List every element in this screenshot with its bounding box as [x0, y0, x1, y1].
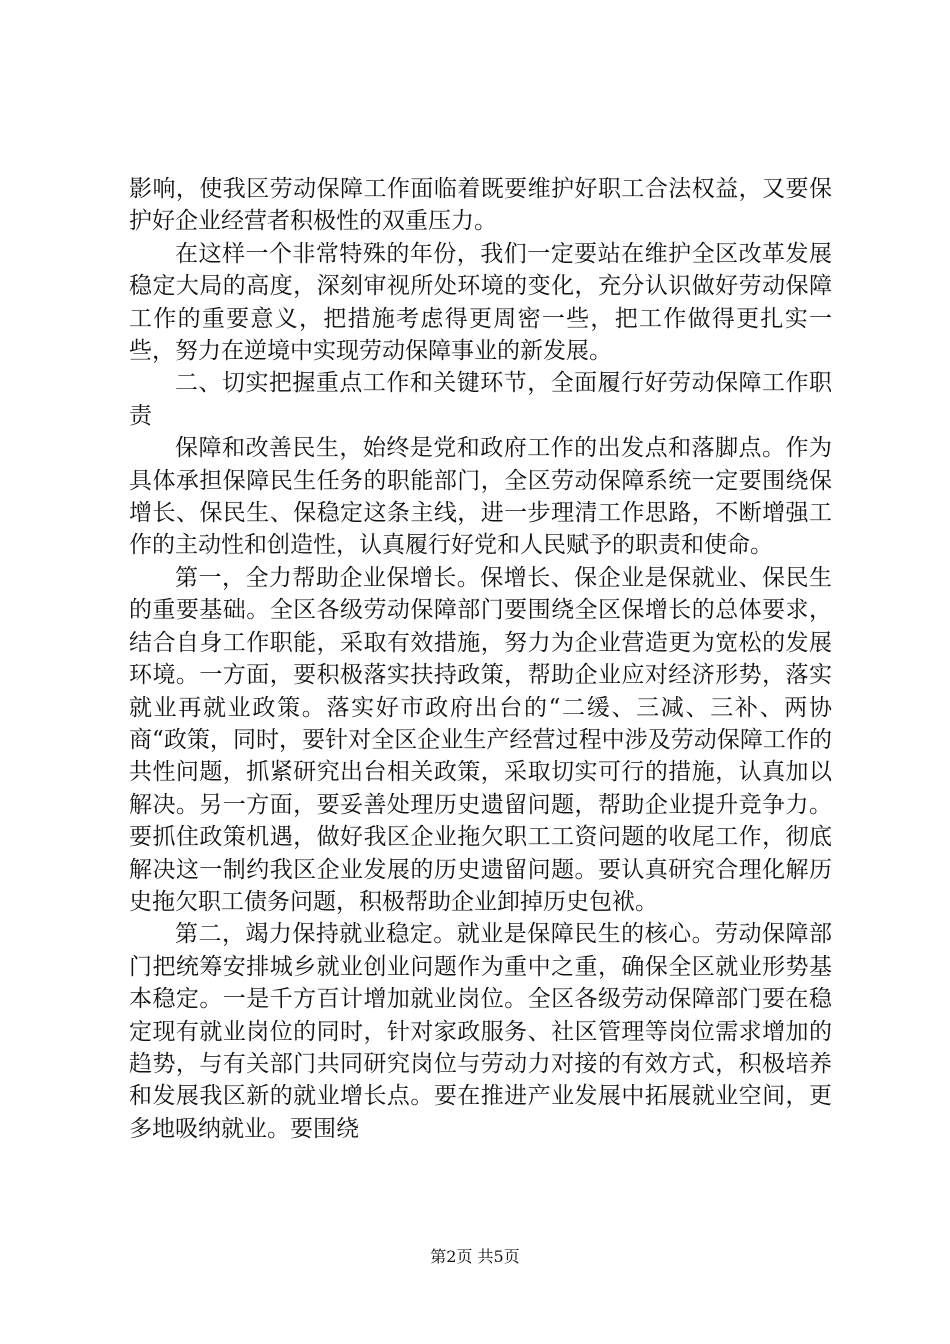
- page-number-footer: 第2页 共5页: [430, 1247, 520, 1266]
- paragraph-3: 保障和改善民生，始终是党和政府工作的出发点和落脚点。作为具体承担保障民生任务的职能部门，全区劳动保障系统一定要围绕保增长、保民生、保稳定这条主线，进一步理清工作思路，不断增强工作的主动性和创造性，认真履行好党和人民赋予的职责和使命。: [129, 435, 832, 559]
- paragraph-4: 第一，全力帮助企业保增长。保增长、保企业是保就业、保民生的重要基础。全区各级劳动保障部门要围绕全区保增长的总体要求，结合自身工作职能，采取有效措施，努力为企业营造更为宽松的发展环境。一方面，要积极落实扶持政策，帮助企业应对经济形势，落实就业再就业政策。落实好市政府出台的“二缓、三减、三补、两协商“政策，同时，要针对全区企业生产经营过程中涉及劳动保障工作的共性问题，抓紧研究出台相关政策，采取切实可行的措施，认真加以解决。另一方面，要妥善处理历史遗留问题，帮助企业提升竞争力。要抓住政策机遇，做好我区企业拖欠职工工资问题的收尾工作，彻底解决这一制约我区企业发展的历史遗留问题。要认真研究合理化解历史拖欠职工债务问题，积极帮助企业卸掉历史包袱。: [129, 564, 832, 915]
- paragraph-5: 第二，竭力保持就业稳定。就业是保障民生的核心。劳动保障部门把统筹安排城乡就业创业问题作为重中之重，确保全区就业形势基本稳定。一是千方百计增加就业岗位。全区各级劳动保障部门要在稳定现有就业岗位的同时，针对家政服务、社区管理等岗位需求增加的趋势，与有关部门共同研究岗位与劳动力对接的有效方式，积极培养和发展我区新的就业增长点。要在推进产业发展中拓展就业空间，更多地吸纳就业。要围绕: [129, 921, 832, 1142]
- section-heading: 二、切实把握重点工作和关键环节，全面履行好劳动保障工作职责: [129, 370, 832, 429]
- paragraph-1: 影响，使我区劳动保障工作面临着既要维护好职工合法权益，又要保护好企业经营者积极性的双重压力。: [129, 176, 832, 235]
- paragraph-2: 在这样一个非常特殊的年份，我们一定要站在维护全区改革发展稳定大局的高度，深刻审视所处环境的变化，充分认识做好劳动保障工作的重要意义，把措施考虑得更周密一些，把工作做得更扎实一些，努力在逆境中实现劳动保障事业的新发展。: [129, 240, 832, 365]
- document-body: [129, 173, 832, 1145]
